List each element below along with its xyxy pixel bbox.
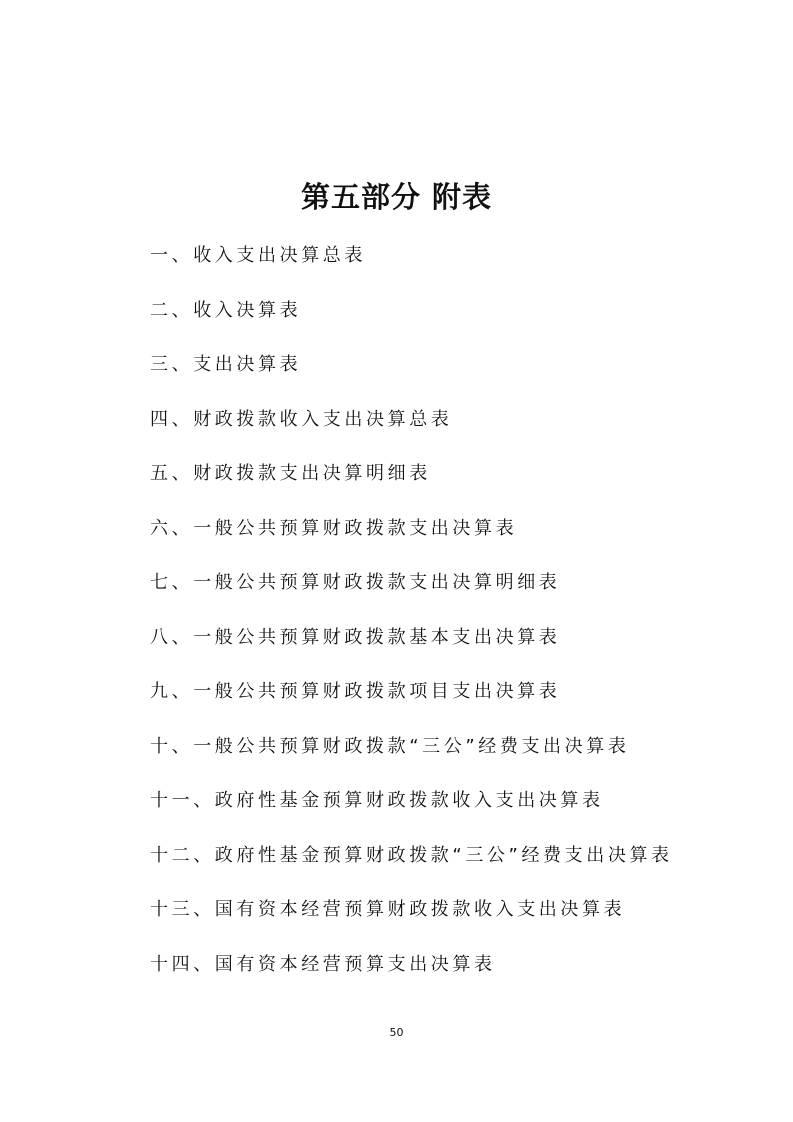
appendix-item-4: 四、财政拨款收入支出决算总表 [150,408,453,430]
appendix-item-7: 七、一般公共预算财政拨款支出决算明细表 [150,572,561,593]
appendix-item-2: 二、收入决算表 [150,299,302,321]
appendix-item-5: 五、财政拨款支出决算明细表 [150,463,431,484]
appendix-item-11: 十一、政府性基金预算财政拨款收入支出决算表 [150,790,604,811]
appendix-item-14: 十四、国有资本经营预算支出决算表 [150,953,496,975]
appendix-item-13: 十三、国有资本经营预算财政拨款收入支出决算表 [150,899,626,920]
appendix-item-6: 六、一般公共预算财政拨款支出决算表 [150,517,518,539]
appendix-item-3: 三、支出决算表 [150,354,302,375]
appendix-list [150,236,673,999]
appendix-item-12: 十二、政府性基金预算财政拨款“三公”经费支出决算表 [150,844,673,866]
page-number: 50 [389,1026,404,1039]
appendix-item-1: 一、收入支出决算总表 [150,245,366,266]
appendix-item-9: 九、一般公共预算财政拨款项目支出决算表 [150,681,561,702]
page-title: 第五部分 附表 [300,180,493,214]
appendix-item-10: 十、一般公共预算财政拨款“三公”经费支出决算表 [150,735,630,757]
appendix-item-8: 八、一般公共预算财政拨款基本支出决算表 [150,626,561,648]
